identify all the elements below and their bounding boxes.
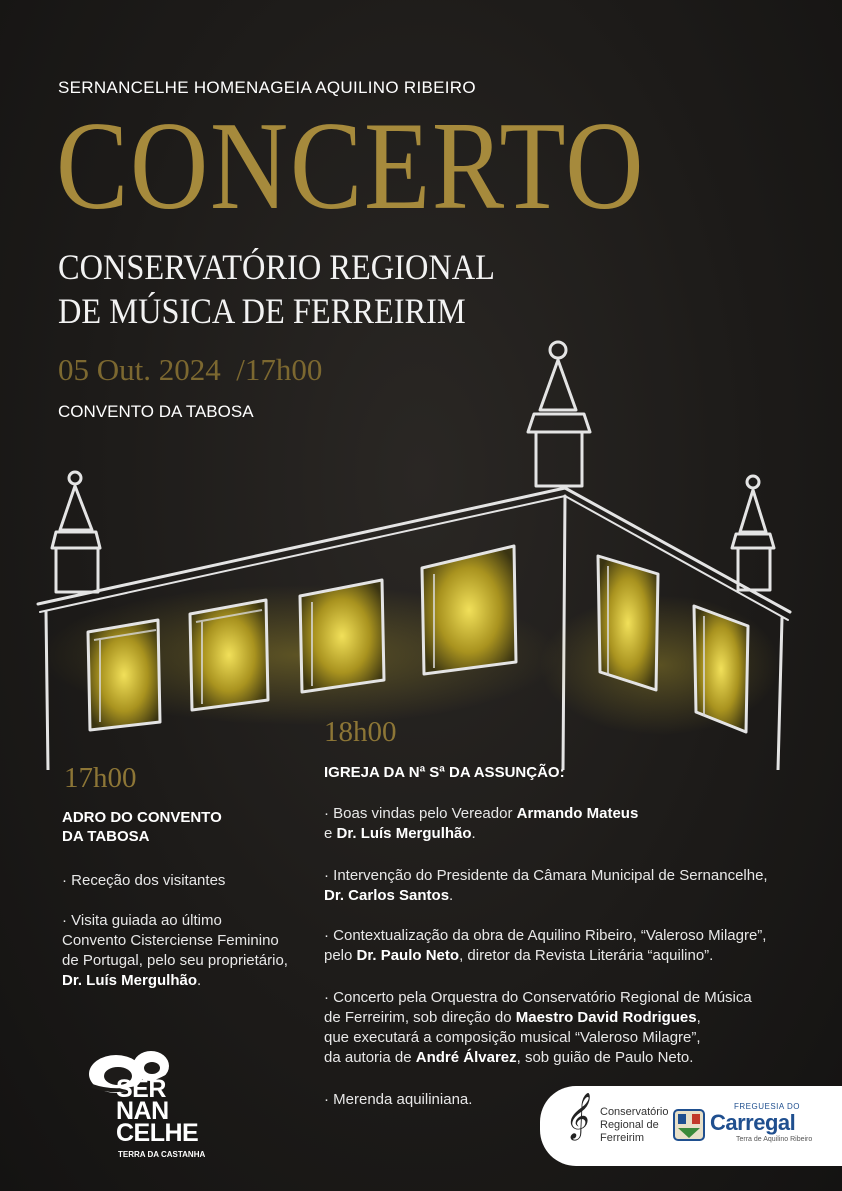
- window-1: [88, 620, 160, 730]
- program-item-4-line-4: da autoria de André Álvarez, sob guião de Paulo Neto.: [324, 1049, 694, 1066]
- program-item-1-line-1: · Boas vindas pelo Vereador Armando Mateus: [324, 805, 639, 822]
- program-item-3-line-1: · Contextualização da obra de Aquilino Ribeiro, “Valeroso Milagre”,: [324, 927, 767, 944]
- conservatorio-line-2: Regional de: [600, 1119, 659, 1131]
- subtitle-line-2: DE MÚSICA DE FERREIRIM: [58, 291, 466, 331]
- left-item-2-line-3: de Portugal, pelo seu proprietário,: [62, 952, 288, 969]
- event-time: /17h00: [236, 352, 323, 387]
- left-item-2-line-1: · Visita guiada ao último: [62, 912, 222, 929]
- left-heading-line-2: DA TABOSA: [62, 828, 150, 845]
- carregal-crest-icon: [672, 1108, 706, 1142]
- program-item-4-line-2: de Ferreirim, sob direção do Maestro David Rodrigues,: [324, 1009, 701, 1026]
- window-4: [422, 546, 516, 674]
- left-item-2-line-4: Dr. Luís Mergulhão.: [62, 972, 202, 989]
- logo-line-1: SER: [116, 1075, 166, 1103]
- right-pinnacle: [732, 476, 774, 590]
- carregal-wordmark: Carregal: [710, 1110, 796, 1135]
- program-item-5: · Merenda aquiliniana.: [324, 1091, 473, 1108]
- right-heading: IGREJA DA Nª Sª DA ASSUNÇÃO:: [324, 764, 565, 781]
- event-tagline: SERNANCELHE HOMENAGEIA AQUILINO RIBEIRO: [58, 78, 476, 97]
- right-wall-edge: [778, 618, 782, 770]
- left-item-1: · Receção dos visitantes: [62, 872, 226, 889]
- program-item-3-line-2: pelo Dr. Paulo Neto, diretor da Revista Literária “aquilino”.: [324, 947, 714, 964]
- window-6: [694, 606, 748, 732]
- main-title: CONCERTO: [56, 97, 646, 236]
- carregal-tagline: Terra de Aquilino Ribeiro: [736, 1136, 813, 1143]
- event-date: 05 Out. 2024: [58, 352, 221, 387]
- left-pinnacle: [52, 472, 100, 592]
- left-item-2-line-2: Convento Cisterciense Feminino: [62, 932, 279, 949]
- program-item-2-line-2: Dr. Carlos Santos.: [324, 887, 454, 904]
- left-heading-line-1: ADRO DO CONVENTO: [62, 809, 222, 826]
- left-time: 17h00: [64, 762, 137, 794]
- sernancelhe-logo: [86, 1046, 236, 1176]
- logo-tagline: TERRA DA CASTANHA: [118, 1150, 206, 1159]
- conservatorio-line-3: Ferreirim: [600, 1132, 644, 1144]
- partner-logos-panel: [540, 1086, 842, 1166]
- freguesia-label: FREGUESIA DO: [734, 1102, 801, 1111]
- left-wall-edge: [46, 612, 48, 770]
- program-item-4-line-3: que executará a composição musical “Valeroso Milagre”,: [324, 1029, 701, 1046]
- right-time: 18h00: [324, 716, 397, 748]
- logo-line-3: CELHE: [116, 1119, 199, 1147]
- event-venue: CONVENTO DA TABOSA: [58, 402, 254, 421]
- logo-line-2: NAN: [116, 1097, 169, 1125]
- treble-clef-icon: 𝄞: [564, 1093, 588, 1138]
- host-name: Dr. Luís Mergulhão: [62, 972, 198, 989]
- convent-illustration: [0, 330, 842, 770]
- program-item-4-line-1: · Concerto pela Orquestra do Conservatório Regional de Música: [324, 989, 752, 1006]
- central-pinnacle: [528, 342, 590, 486]
- subtitle-line-1: CONSERVATÓRIO REGIONAL: [58, 247, 495, 287]
- conservatorio-line-1: Conservatório: [600, 1106, 669, 1118]
- program-item-2-line-1: · Intervenção do Presidente da Câmara Municipal de Sernancelhe,: [324, 867, 768, 884]
- program-item-1-line-2: e Dr. Luís Mergulhão.: [324, 825, 476, 842]
